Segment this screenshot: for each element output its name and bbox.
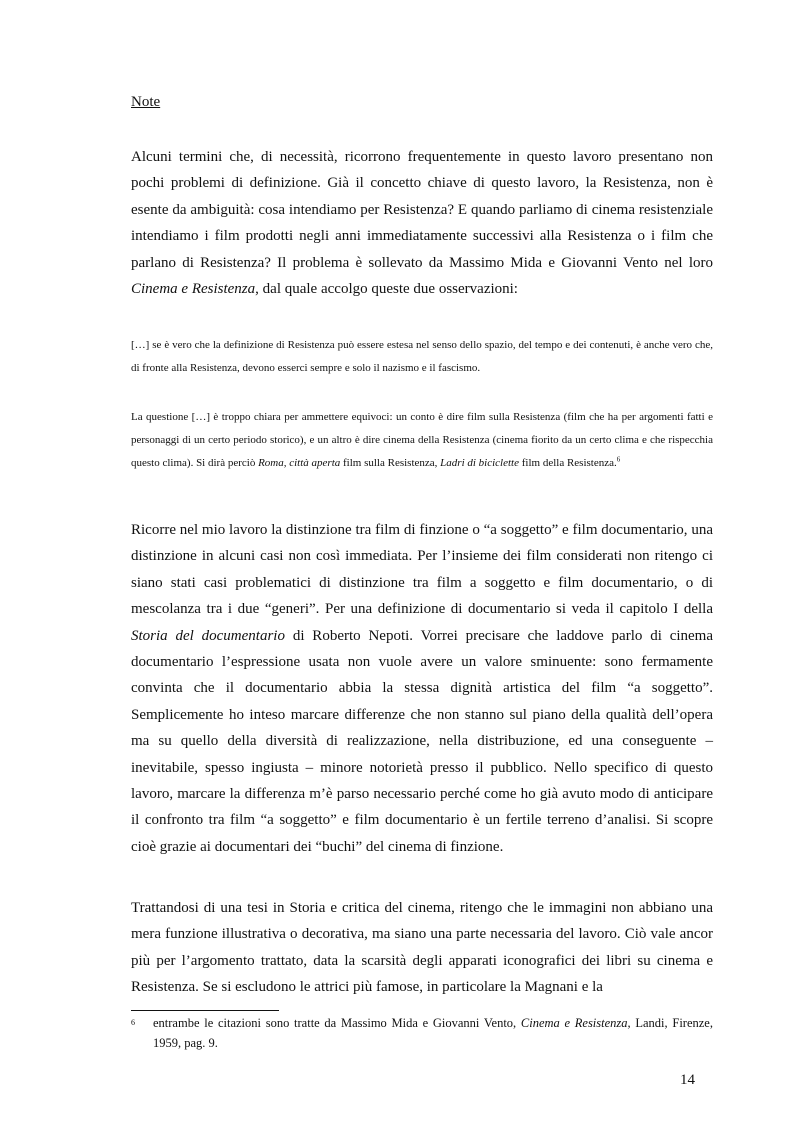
paragraph-terms xyxy=(131,144,713,302)
footnote-number: 6 xyxy=(131,1018,135,1027)
document-page xyxy=(131,0,713,1122)
paragraph-text: Ricorre nel mio lavoro la distinzione tra film di finzione o “a soggetto” e film documentario, una distinzione in alcuni casi non così immediata. Per l’insieme dei film considerati non ritengo ci siano stati casi problematici di distinzione tra film a soggetto e film documentario, o di mescolanza tra i due “generi”. Per una definizione di documentario si veda il capitolo I della xyxy=(131,522,713,618)
footnote-reference[interactable]: 6 xyxy=(616,455,621,464)
section-heading: Note xyxy=(131,94,161,110)
footnote-text xyxy=(131,1013,713,1053)
paragraph-images: Trattandosi di una tesi in Storia e critica del cinema, ritengo che le immagini non abbiano una mera funzione illustrativa o decorativa, ma siano una parte necessaria del lavoro. Ciò vale ancor più per l’argomento trattato, data la scarsità degli apparati iconografici dei libri su cinema e Resistenza. Se si escludono le attrici più famose, in particolare la Magnani e la xyxy=(131,900,713,996)
quote-text: film sulla Resistenza, xyxy=(340,457,441,470)
book-title: Cinema e Resistenza xyxy=(131,281,256,298)
book-title: Cinema e Resistenza, xyxy=(520,1016,631,1030)
paragraph-text: di Roberto Nepoti. Vorrei precisare che laddove parlo di cinema documentario l’espressione usata non vuole avere un valore sminuente: sono fermamente convinta che il documentario abbia la stessa dignità artistica del film “a soggetto”. Semplicemente ho inteso marcare differenze che non stanno sul piano della qualità dell’opera ma su quello della diversità di realizzazione, nella distribuzione, ed una conseguente – inevitabile, spesso ingiusta – minore notorietà presso il pubblico. Nello specifico di questo lavoro, marcare la differenza m’è parso necessario perché come ho già avuto modo di anticipare il confronto tra film “a soggetto” e film documentario è un fertile terreno d’analisi. Si scopre cioè grazie ai documentari dei “buchi” del cinema di finzione. xyxy=(131,627,713,855)
footnote-separator xyxy=(131,1010,279,1011)
block-quote-1: […] se è vero che la definizione di Resistenza può essere estesa nel senso dello spazio, del tempo e dei contenuti, è anche vero che, di fronte alla Resistenza, devono esserci sempre e solo il nazismo e il fascismo. xyxy=(131,339,713,375)
quote-text: La questione […] è troppo chiara per ammettere equivoci: un conto è dire film sulla Resistenza (film che ha per argomenti fatti e personaggi di un certo periodo storico), e un altro è dire cinema della Resistenza (cinema fiorito da un certo clima e che rispecchia questo clima). Si dirà perciò xyxy=(131,411,713,470)
paragraph-documentary xyxy=(131,517,713,860)
footnote xyxy=(131,1013,713,1053)
paragraph-text: Alcuni termini che, di necessità, ricorrono frequentemente in questo lavoro presentano non pochi problemi di definizione. Già il concetto chiave di questo lavoro, la Resistenza, non è esente da ambiguità: cosa intendiamo per Resistenza? E quando parliamo di cinema resistenziale intendiamo i film prodotti negli anni immediatamente successivi alla Resistenza o i film che parlano di Resistenza? Il problema è sollevato da Massimo Mida e Giovanni Vento nel loro xyxy=(131,149,713,271)
paragraph-text: , dal quale accolgo queste due osservazioni: xyxy=(255,281,518,298)
film-title: Roma, città aperta xyxy=(258,457,341,470)
film-title: Ladri di biciclette xyxy=(440,457,519,470)
footnote-body: Landi, Firenze, 1959, pag. 9. xyxy=(153,1016,713,1050)
footnote-body: entrambe le citazioni sono tratte da Massimo Mida e Giovanni Vento, xyxy=(153,1016,521,1030)
quote-text: film della Resistenza. xyxy=(519,457,617,470)
block-quote-2 xyxy=(131,406,713,476)
page-number: 14 xyxy=(680,1072,695,1088)
book-title: Storia del documentario xyxy=(131,627,285,644)
